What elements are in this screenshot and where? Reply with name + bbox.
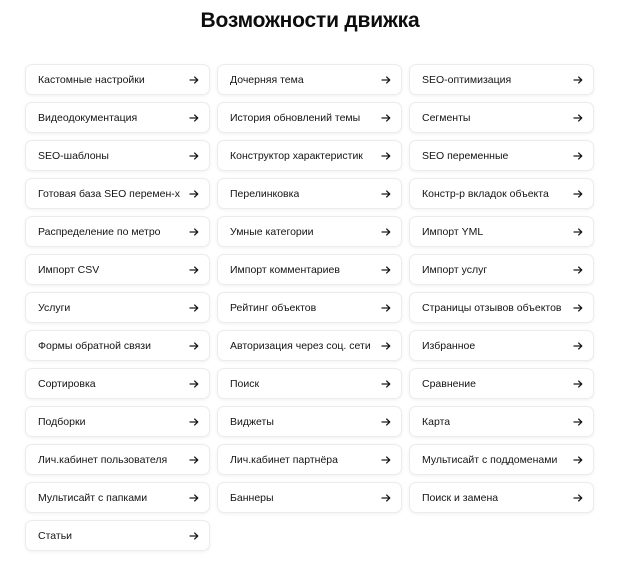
feature-card[interactable] <box>217 216 402 247</box>
arrow-right-icon <box>573 75 583 85</box>
feature-card[interactable] <box>409 444 594 475</box>
arrow-right-icon <box>381 417 391 427</box>
arrow-right-icon <box>189 151 199 161</box>
feature-card-label: Избранное <box>422 339 476 352</box>
arrow-right-icon <box>189 455 199 465</box>
feature-card-label: Виджеты <box>230 415 274 428</box>
feature-card-label: Карта <box>422 415 451 428</box>
feature-card[interactable] <box>25 330 210 361</box>
feature-card[interactable] <box>409 216 594 247</box>
arrow-right-icon <box>189 75 199 85</box>
feature-card[interactable] <box>25 64 210 95</box>
feature-card[interactable] <box>217 178 402 209</box>
feature-card[interactable] <box>217 406 402 437</box>
feature-card-label: Поиск и замена <box>422 491 499 504</box>
arrow-right-icon <box>189 265 199 275</box>
feature-card[interactable] <box>217 102 402 133</box>
feature-card-label: Сегменты <box>422 111 471 124</box>
feature-card[interactable] <box>217 140 402 171</box>
arrow-right-icon <box>381 189 391 199</box>
feature-card-label: Сравнение <box>422 377 476 390</box>
feature-card[interactable] <box>217 444 402 475</box>
feature-card-label: Подборки <box>38 415 86 428</box>
feature-card[interactable] <box>217 64 402 95</box>
feature-card[interactable] <box>409 102 594 133</box>
arrow-right-icon <box>573 379 583 389</box>
arrow-right-icon <box>381 75 391 85</box>
arrow-right-icon <box>189 189 199 199</box>
arrow-right-icon <box>573 151 583 161</box>
feature-card-label: Кастомные настройки <box>38 73 145 86</box>
feature-card-label: SEO-оптимизация <box>422 73 512 86</box>
feature-card[interactable] <box>25 482 210 513</box>
arrow-right-icon <box>189 341 199 351</box>
feature-card-label: Страницы отзывов объектов <box>422 301 562 314</box>
feature-card[interactable] <box>409 406 594 437</box>
arrow-right-icon <box>573 341 583 351</box>
feature-card[interactable] <box>25 406 210 437</box>
feature-card-label: Видеодокументация <box>38 111 138 124</box>
arrow-right-icon <box>189 303 199 313</box>
feature-card-label: Перелинковка <box>230 187 300 200</box>
arrow-right-icon <box>573 493 583 503</box>
feature-card[interactable] <box>25 368 210 399</box>
arrow-right-icon <box>189 379 199 389</box>
feature-card-label: Распределение по метро <box>38 225 161 238</box>
feature-card-label: Услуги <box>38 301 71 314</box>
arrow-right-icon <box>381 455 391 465</box>
arrow-right-icon <box>381 493 391 503</box>
feature-card-label: Авторизация через соц. сети <box>230 339 371 352</box>
feature-card[interactable] <box>25 520 210 551</box>
features-grid <box>25 64 594 551</box>
feature-card-label: Формы обратной связи <box>38 339 151 352</box>
feature-card-label: Импорт CSV <box>38 263 100 276</box>
page-title: Возможности движка <box>200 9 420 32</box>
feature-card-label: Лич.кабинет партнёра <box>230 453 338 466</box>
feature-card[interactable] <box>409 254 594 285</box>
arrow-right-icon <box>573 227 583 237</box>
feature-card[interactable] <box>217 368 402 399</box>
feature-card-label: История обновлений темы <box>230 111 361 124</box>
feature-card-label: Дочерняя тема <box>230 73 304 86</box>
feature-card[interactable] <box>409 178 594 209</box>
feature-card[interactable] <box>409 330 594 361</box>
feature-card[interactable] <box>25 292 210 323</box>
feature-card[interactable] <box>25 102 210 133</box>
feature-card[interactable] <box>25 178 210 209</box>
arrow-right-icon <box>573 455 583 465</box>
feature-card[interactable] <box>409 482 594 513</box>
arrow-right-icon <box>189 417 199 427</box>
feature-card[interactable] <box>217 292 402 323</box>
feature-card[interactable] <box>217 254 402 285</box>
arrow-right-icon <box>381 265 391 275</box>
feature-card[interactable] <box>217 330 402 361</box>
feature-card-label: Лич.кабинет пользователя <box>38 453 168 466</box>
feature-card[interactable] <box>409 140 594 171</box>
arrow-right-icon <box>573 265 583 275</box>
feature-card[interactable] <box>25 216 210 247</box>
feature-card-label: Мультисайт с папками <box>38 491 148 504</box>
feature-card[interactable] <box>25 140 210 171</box>
arrow-right-icon <box>381 113 391 123</box>
arrow-right-icon <box>381 303 391 313</box>
feature-card-label: Умные категории <box>230 225 314 238</box>
feature-card-label: Баннеры <box>230 491 274 504</box>
arrow-right-icon <box>573 113 583 123</box>
feature-card-label: Готовая база SEO перемен-х <box>38 187 180 200</box>
arrow-right-icon <box>573 303 583 313</box>
feature-card[interactable] <box>409 368 594 399</box>
feature-card-label: SEO-шаблоны <box>38 149 109 162</box>
feature-card-label: Конструктор характеристик <box>230 149 363 162</box>
feature-card-label: Сортировка <box>38 377 96 390</box>
feature-card-label: SEO переменные <box>422 149 509 162</box>
feature-card[interactable] <box>217 482 402 513</box>
arrow-right-icon <box>381 341 391 351</box>
arrow-right-icon <box>573 417 583 427</box>
arrow-right-icon <box>189 531 199 541</box>
feature-card-label: Импорт услуг <box>422 263 488 276</box>
feature-card[interactable] <box>25 444 210 475</box>
feature-card-label: Поиск <box>230 377 260 390</box>
arrow-right-icon <box>381 227 391 237</box>
arrow-right-icon <box>189 113 199 123</box>
feature-card[interactable] <box>25 254 210 285</box>
feature-card-label: Констр-р вкладок объекта <box>422 187 549 200</box>
arrow-right-icon <box>381 151 391 161</box>
feature-card[interactable] <box>409 64 594 95</box>
arrow-right-icon <box>189 227 199 237</box>
feature-card-label: Мультисайт с поддоменами <box>422 453 558 466</box>
feature-card-label: Импорт комментариев <box>230 263 340 276</box>
arrow-right-icon <box>573 189 583 199</box>
feature-card-label: Статьи <box>38 529 73 542</box>
feature-card-label: Импорт YML <box>422 225 484 238</box>
arrow-right-icon <box>381 379 391 389</box>
arrow-right-icon <box>189 493 199 503</box>
feature-card-label: Рейтинг объектов <box>230 301 317 314</box>
feature-card[interactable] <box>409 292 594 323</box>
